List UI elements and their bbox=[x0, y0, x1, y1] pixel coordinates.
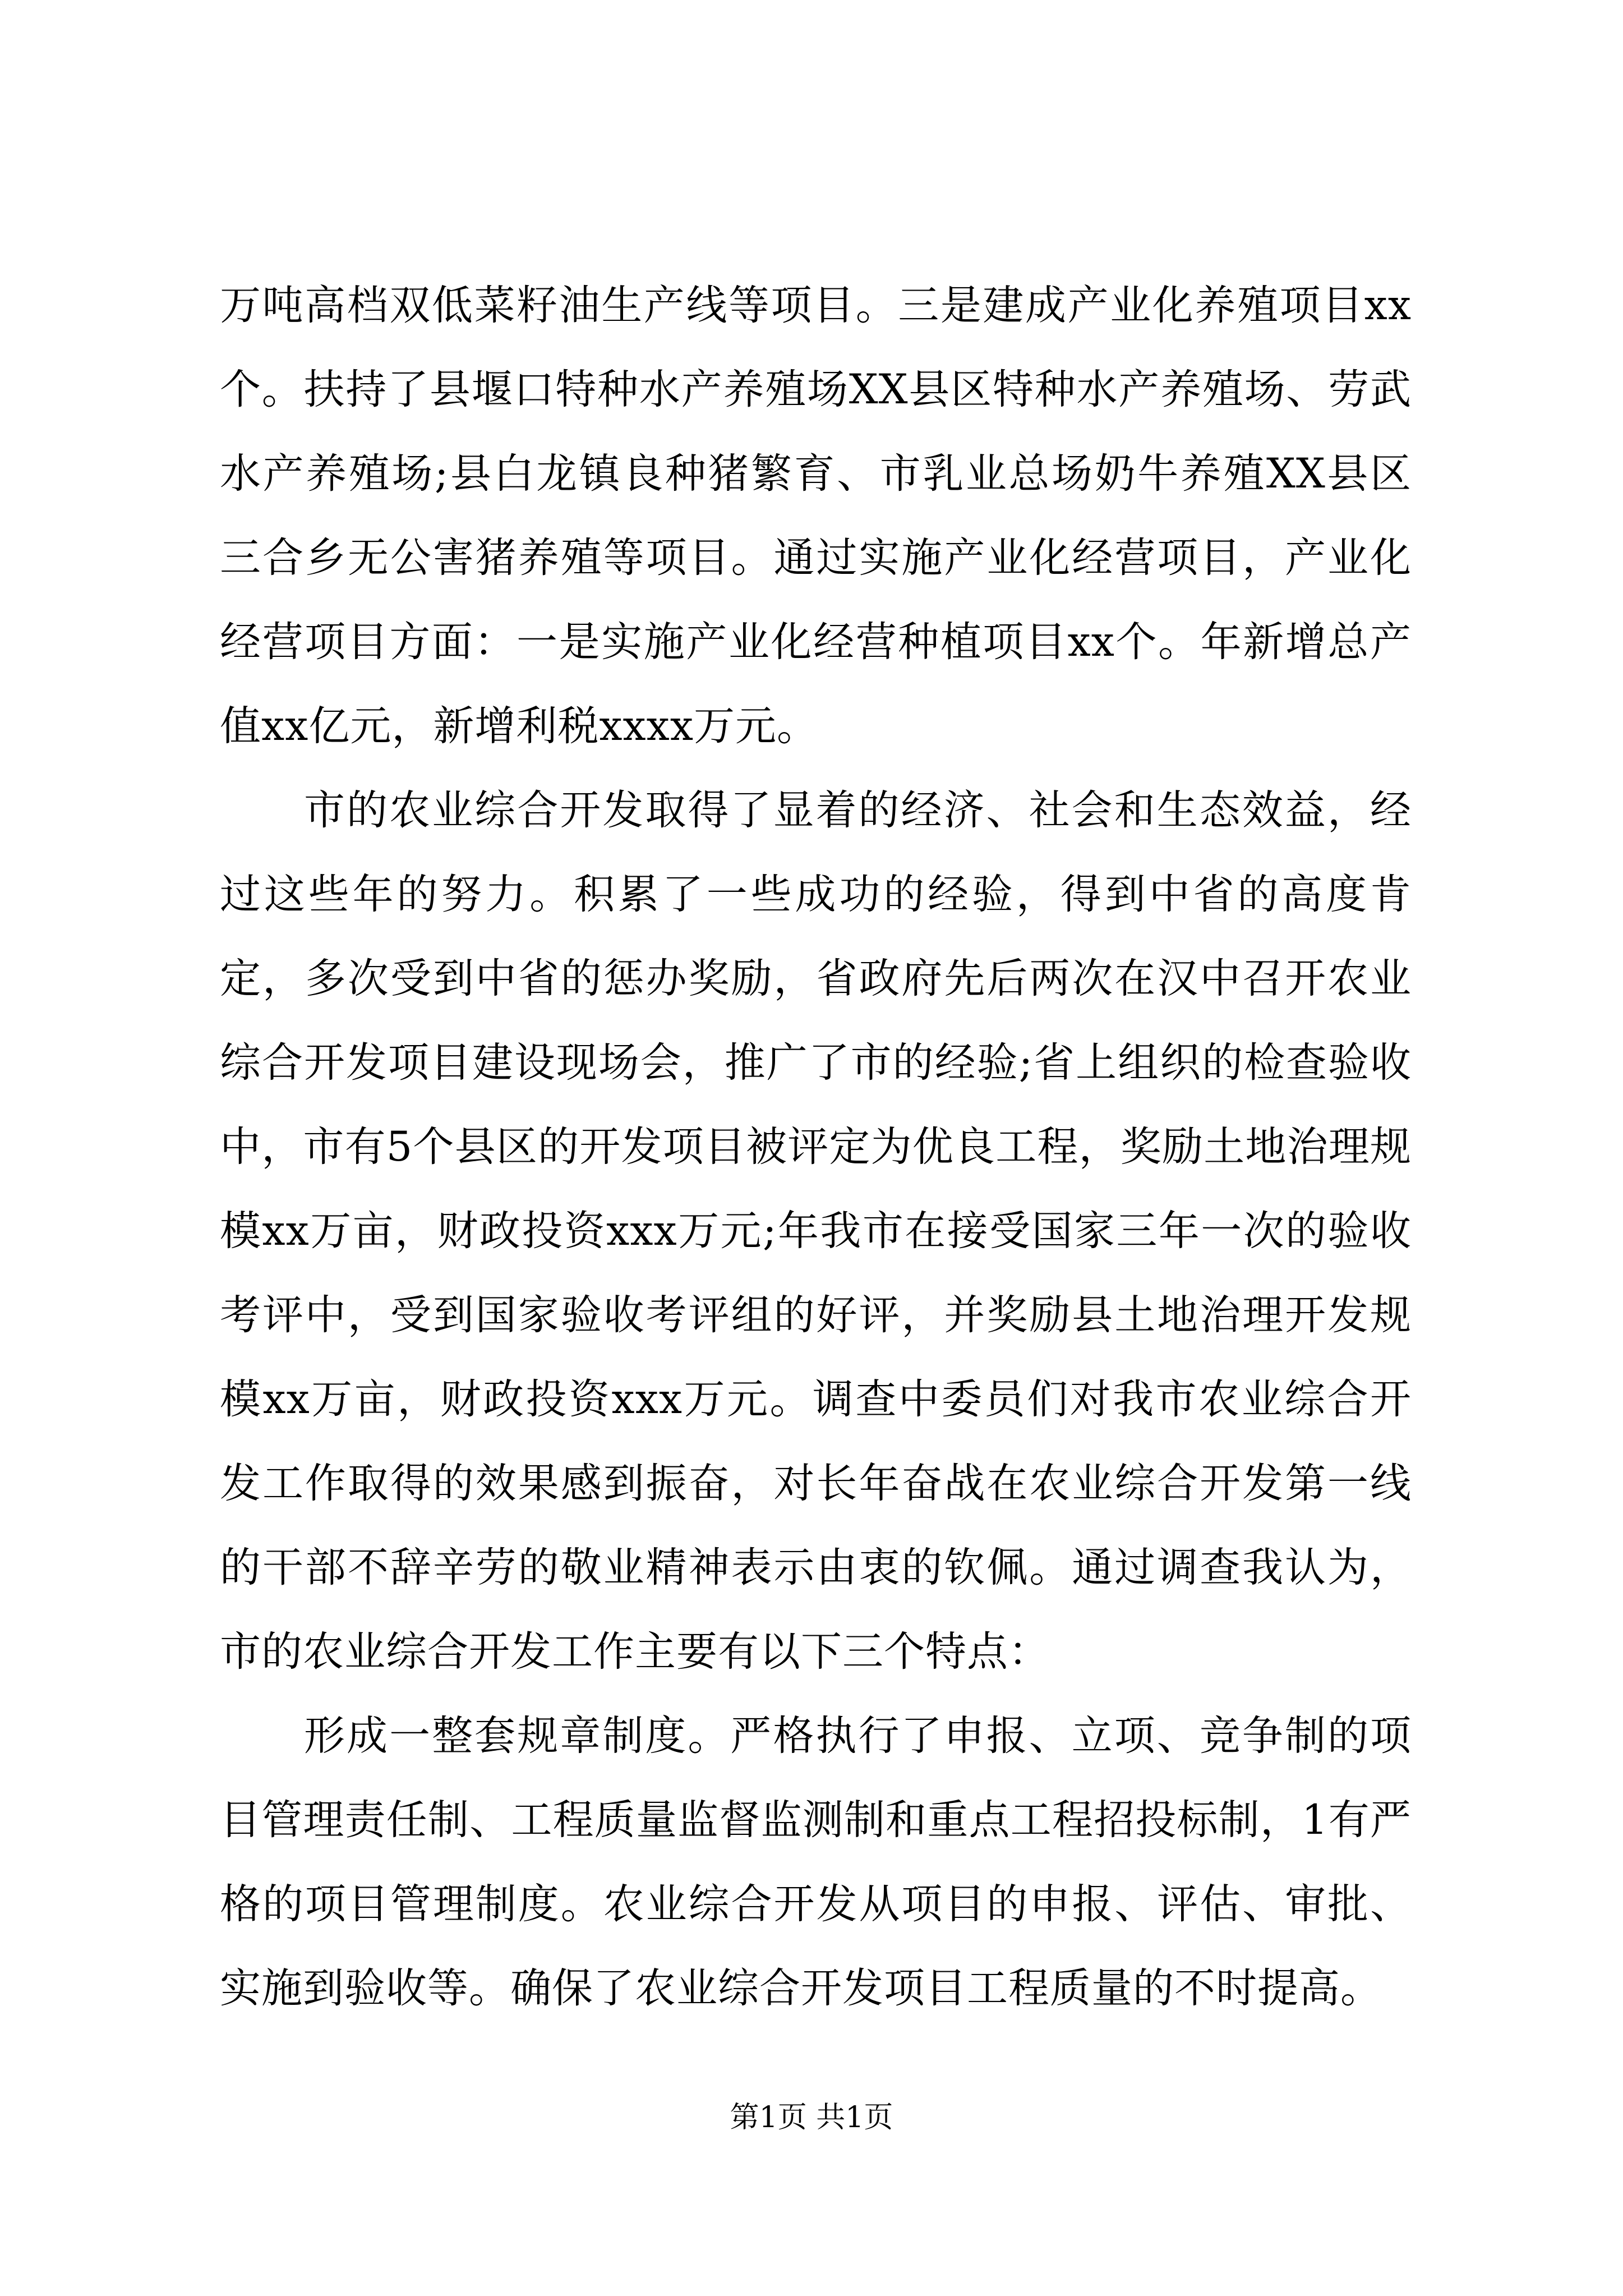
paragraph-3: 形成一整套规章制度。严格执行了申报、立项、竞争制的项目管理责任制、工程质量监督监测制和重点工程招投标制，1有严格的项目管理制度。农业综合开发从项目的申报、评估、审批、实施到验收等。确保了农业综合开发项目工程质量的不时提高。 bbox=[220, 1712, 1412, 2012]
paragraph-1: 万吨高档双低菜籽油生产线等项目。三是建成产业化养殖项目xx个。扶持了县堰口特种水产养殖场XX县区特种水产养殖场、劳武水产养殖场;县白龙镇良种猪繁育、市乳业总场奶牛养殖XX县区三合乡无公害猪养殖等项目。通过实施产业化经营项目，产业化经营项目方面：一是实施产业化经营种植项目xx个。年新增总产值xx亿元，新增利税xxxx万元。 bbox=[220, 282, 1412, 750]
page-footer: 第1页 共1页 bbox=[730, 2101, 893, 2134]
document-body bbox=[220, 264, 1412, 2031]
paragraph-2: 市的农业综合开发取得了显着的经济、社会和生态效益，经过这些年的努力。积累了一些成功的经验，得到中省的高度肯定，多次受到中省的惩办奖励，省政府先后两次在汉中召开农业综合开发项目建设现场会，推广了市的经验;省上组织的检查验收中，市有5个县区的开发项目被评定为优良工程，奖励土地治理规模xx万亩，财政投资xxx万元;年我市在接受国家三年一次的验收考评中，受到国家验收考评组的好评，并奖励县土地治理开发规模xx万亩，财政投资xxx万元。调查中委员们对我市农业综合开发工作取得的效果感到振奋，对长年奋战在农业综合开发第一线的干部不辞辛劳的敬业精神表示由衷的钦佩。通过调查我认为，市的农业综合开发工作主要有以下三个特点： bbox=[220, 786, 1412, 1676]
